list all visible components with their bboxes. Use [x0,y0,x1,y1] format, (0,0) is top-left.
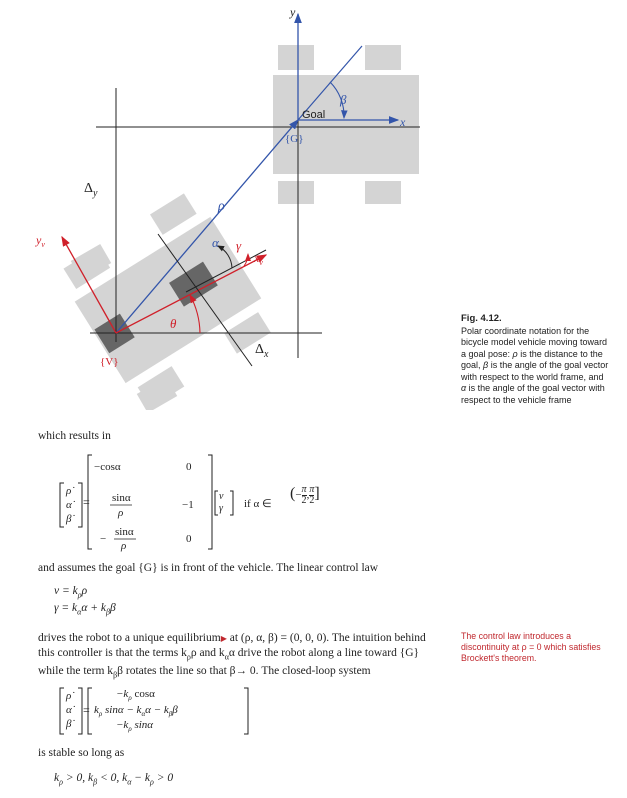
label-y-v: $y_v$ [36,233,45,249]
figure-caption: Fig. 4.12. Polar coordinate notation for the bicycle model vehicle moving toward a goal pose: ρ is the distance to the goal, β is the angle of the goal vector with respect to the world frame, and α is the angle of the goal vector with respect to the vehicle frame [461,313,611,406]
margin-note: The control law introduces a discontinuity at ρ = 0 which satisfies Brockett's theorem. [461,631,601,663]
interval-condition: if α ∈ [244,498,272,510]
lhs-vector: ρ̇ α̇ β̇ [66,485,72,525]
label-goal-frame: {G} [285,133,304,145]
label-x-right: x [400,115,406,129]
stable-text: is stable so long as [38,747,125,759]
label-rho: ρ [218,199,225,214]
stability-condition: $k_\rho > 0$, $k_\beta < 0$, $k_\alpha - k_\rho > 0$ [54,772,174,787]
kinematics-matrix-equation: ρ̇ α̇ β̇ = −cosα 0 sinα ρ −1 − sinα ρ 0 v γ if α ∈ [58,453,288,553]
label-goal: Goal [302,109,326,121]
interval: (− $\frac{\pi}{2}$ , $\frac{\pi}{2}$ ] [290,484,320,506]
label-beta: β [340,92,347,107]
polar-coordinate-figure [0,0,430,410]
control-law-gamma: $\gamma = k_\alpha\alpha + k_\beta\beta$ [54,602,116,617]
drives-paragraph: drives the robot to a unique equilibrium▶ at (ρ, α, β) = (0, 0, 0). The intuition behind this controller is that the terms $k_\rho\rho$ and $k_\alpha\alpha$ drive the robot along a line toward {G} while the term $k_\beta\beta$ rotates the line so that β→ 0. The closed-loop system [38,632,426,680]
label-x-v: $x_v$ [254,251,263,267]
assumes-text: and assumes the goal {G} is in front of the vehicle. The linear control law [38,562,379,574]
figure-number: Fig. 4.12. [461,313,502,324]
closed-loop-equation: ρ̇ α̇ β̇ = $-k_\rho$ cosα $k_\rho$ $\sin\alpha - k_\alpha\alpha - k_\beta\beta$ $-k_\rho$ sinα [58,685,258,737]
which-results-text: which results in [38,430,111,442]
velocity-vector: v γ [219,491,224,514]
margin-note-marker-icon: ▶ [220,634,227,643]
current-vehicle [57,188,280,410]
control-law-v: $v = k_\rho\rho$ [54,585,88,600]
label-delta-y: $\Delta_y$ [84,181,98,199]
label-gamma: γ [236,238,242,253]
label-vehicle-frame: {V} [100,356,119,368]
label-theta: θ [170,316,177,331]
label-y-top: y [290,5,296,19]
label-alpha: α [212,235,219,250]
label-delta-x: $\Delta_x$ [255,342,269,360]
